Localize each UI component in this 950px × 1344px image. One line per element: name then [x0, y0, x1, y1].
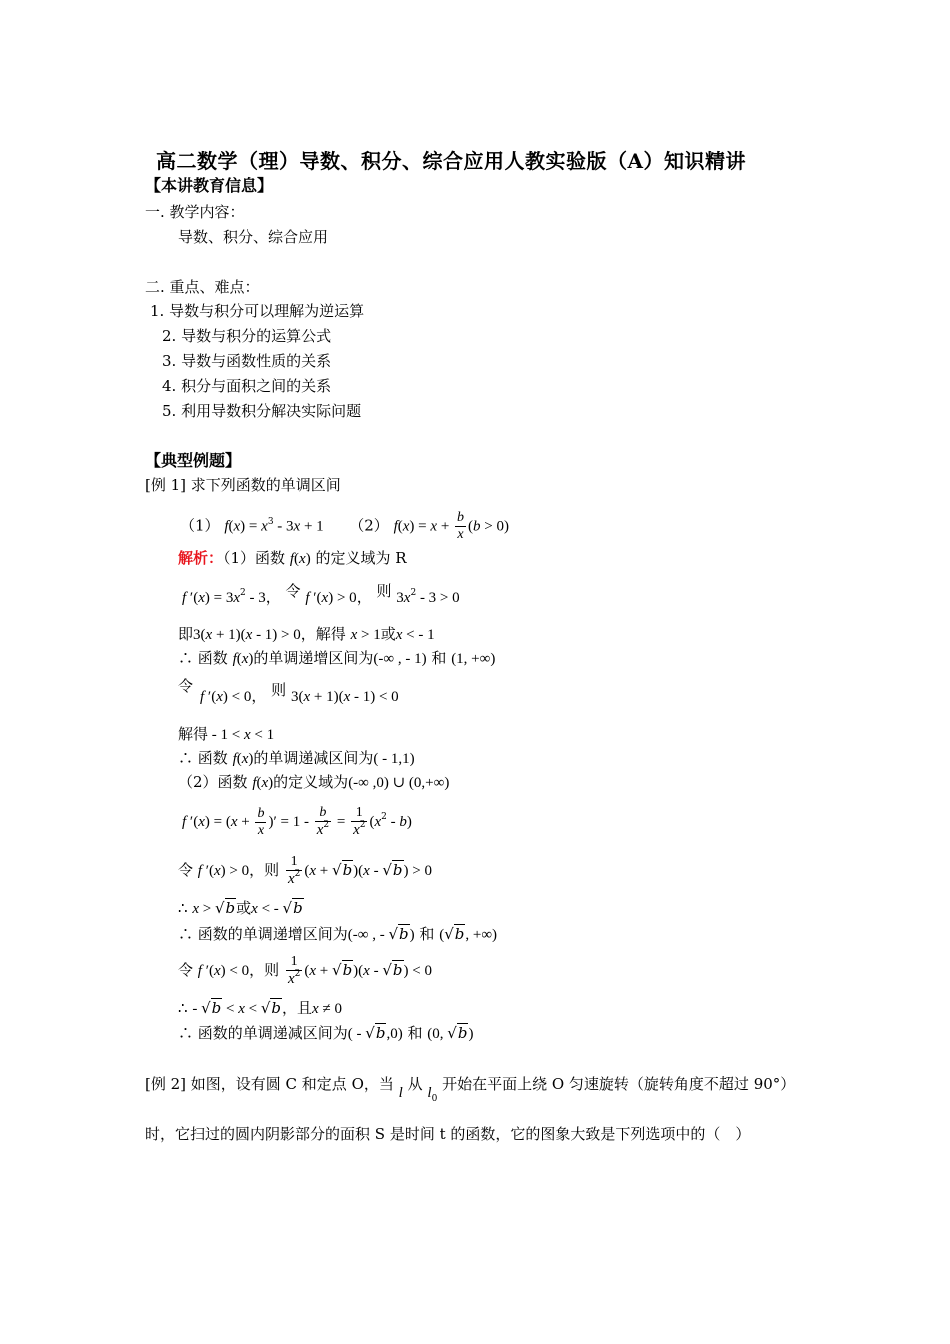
analysis-line-13: 令 f ′(x) < 0，则 $\frac{1}{x^2}$ (x + √b)(x - √b) < 0 — [178, 953, 432, 987]
analysis-line-7: ∴ 函数 f(x)的单调递减区间为( - 1,1) — [178, 749, 415, 767]
part2-heading: 二. 重点、难点： — [145, 278, 260, 296]
page-title: 高二数学（理）导数、积分、综合应用人教实验版（A）知识精讲 — [156, 149, 747, 173]
analysis-line-10: 令 f ′(x) > 0，则 $\frac{1}{x^2}$ (x + √b)(x - √b) > 0 — [178, 853, 432, 887]
example2-line-2: 时，它扫过的圆内阴影部分的面积 S 是时间 t 的函数，它的图象大致是下列选项中的（ ） — [145, 1125, 751, 1143]
part1-content: 导数、积分、综合应用 — [178, 228, 329, 246]
math-expr: f — [224, 518, 229, 535]
analysis-label: 解析： — [178, 549, 224, 567]
analysis-line-2: f $'(x) = 3x^2 - 3$， 令 f ′(x) > 0， 则 $3x^2 - 3 > 0$ — [182, 582, 460, 606]
part2-item-1: 1. 导数与积分可以理解为逆运算 — [150, 302, 365, 320]
analysis-line-11: ∴ x > √b或x < - √b — [178, 899, 303, 917]
example1-intro: [例 1] 求下列函数的单调区间 — [145, 476, 341, 494]
part2-item-3: 3. 导数与函数性质的关系 — [162, 352, 332, 370]
analysis-line-4: ∴ 函数 f(x)的单调递增区间为(-∞ , - 1) 和 (1, +∞) — [178, 649, 496, 667]
analysis-line-6: 解得 - 1 < x < 1 — [178, 725, 275, 743]
example2-line-1: [例 2] 如图，设有圆 C 和定点 O，当 l 从 $l_0$ 开始在平面上绕 O 匀速旋转（旋转角度不超过 90°） — [145, 1075, 796, 1104]
part2-item-4: 4. 积分与面积之间的关系 — [162, 377, 332, 395]
part1-heading: 一. 教学内容： — [145, 203, 245, 221]
example1-problems: （1） $f(x) = x^3 - 3x + 1$ （2） f(x) = x + $\frac{b}{x}$ (b > 0) — [180, 510, 509, 542]
analysis-line-5-ling: 令 — [178, 677, 194, 695]
analysis-line-15: ∴ 函数的单调递减区间为( - √b,0) 和 (0, √b) — [178, 1024, 474, 1042]
analysis-line-3: 即3(x + 1)(x - 1) > 0，解得 x > 1或x < - 1 — [178, 625, 435, 643]
analysis-line-8: （2）函数 f(x)的定义域为(-∞ ,0) ∪ (0,+∞) — [178, 773, 450, 791]
analysis-line-12: ∴ 函数的单调递增区间为(-∞ , - √b) 和 (√b, +∞) — [178, 925, 498, 943]
part2-item-5: 5. 利用导数积分解决实际问题 — [162, 402, 362, 420]
part2-item-2: 2. 导数与积分的运算公式 — [162, 327, 332, 345]
section-header-examples: 【典型例题】 — [145, 451, 242, 470]
math-fraction: $\frac{b}{x}$ — [457, 510, 465, 542]
analysis-line-1: 解析：（1）函数 f(x) 的定义域为 R — [178, 549, 407, 567]
section-header-info: 【本讲教育信息】 — [145, 176, 274, 195]
analysis-line-5: f ′(x) < 0， 则 3(x + 1)(x - 1) < 0 — [200, 681, 399, 705]
analysis-line-14: ∴ - √b < x < √b，且x ≠ 0 — [178, 999, 342, 1017]
analysis-line-9: f ′(x) = (x + $\frac{b}{x}$ )′ = 1 - $\frac{b}{x^2}$ = $\frac{1}{x^2}$ $(x^2 - b)$ — [182, 804, 412, 838]
